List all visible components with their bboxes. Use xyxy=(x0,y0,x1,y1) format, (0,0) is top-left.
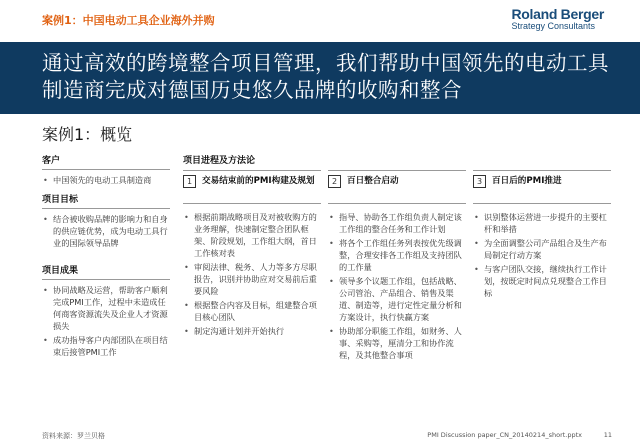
phase-2-title: 百日整合启动 xyxy=(347,176,399,186)
phase-2 xyxy=(328,170,466,363)
logo-sub-text: Strategy Consultants xyxy=(511,21,595,31)
phase-1-header xyxy=(183,170,321,204)
phase-3-header xyxy=(473,170,611,204)
phase-3-list xyxy=(473,211,611,299)
list-item: • 审阅法律、税务、人力等多方尽职报告，识别并协助应对交易前后重要风险 xyxy=(183,261,321,297)
logo-main-text: Roland Berger xyxy=(511,6,604,22)
goal-heading: 项目目标 xyxy=(42,192,170,209)
phase-3-number: 3 xyxy=(473,175,486,188)
phase-1 xyxy=(183,170,321,339)
goal-list xyxy=(42,213,170,249)
phase-2-header xyxy=(328,170,466,204)
phase-2-number: 2 xyxy=(328,175,341,188)
slide-subtitle: 案例1：概览 xyxy=(42,125,133,144)
list-item: • 与客户团队交接，继续执行工作计划，按既定时间点兑现整合工作目标 xyxy=(473,263,611,299)
list-item: • 根据整合内容及目标，组建整合项目核心团队 xyxy=(183,299,321,323)
phase-2-list xyxy=(328,211,466,361)
progress-heading: 项目进程及方法论 xyxy=(183,156,256,166)
footer xyxy=(0,426,640,443)
list-item: • 领导多个议题工作组，包括战略、公司管治、产品组合、销售及渠道、制造等，进行定性定量分析和方案设计，执行快赢方案 xyxy=(328,275,466,323)
client-item: • 中国领先的电动工具制造商 xyxy=(42,174,170,186)
phase-1-number: 1 xyxy=(183,175,196,188)
goal-item: • 结合被收购品牌的影响力和自身的供应链优势，成为电动工具行业的国际领导品牌 xyxy=(42,213,170,249)
list-item: • 指导、协助各工作组负责人制定该工作组的整合任务和工作计划 xyxy=(328,211,466,235)
phase-1-title: 交易结束前的PMI构建及规划 xyxy=(202,176,315,186)
result-heading: 项目成果 xyxy=(42,263,170,280)
phase-3 xyxy=(473,170,611,301)
list-item: • 根据前期战略项目及对被收购方的业务理解，快速制定整合团队框架、阶段规划，工作组大纲，首日工作核对表 xyxy=(183,211,321,259)
phase-1-list xyxy=(183,211,321,337)
list-item: • 识别整体运营进一步提升的主要杠杆和举措 xyxy=(473,211,611,235)
left-column xyxy=(42,153,170,360)
page-number: 11 xyxy=(603,431,612,439)
list-item: • 将各个工作组任务列表按优先级调整，合理安排各工作组及支持团队的工作量 xyxy=(328,237,466,273)
file-name: PMI Discussion paper_CN_20140214_short.pptx xyxy=(427,431,582,439)
top-bar xyxy=(0,0,640,40)
case-label: 案例1：中国电动工具企业海外并购 xyxy=(42,14,215,27)
result-item: • 成功指导客户内部团队在项目结束后接管PMI工作 xyxy=(42,334,170,358)
title-banner xyxy=(0,42,640,114)
result-list xyxy=(42,284,170,358)
list-item: • 制定沟通计划并开始执行 xyxy=(183,325,321,337)
client-heading: 客户 xyxy=(42,153,170,170)
source-note: 资料来源：罗兰贝格 xyxy=(42,432,105,440)
list-item: • 协助部分职能工作组，如财务、人事、采购等，厘清分工和协作流程，及其他整合事项 xyxy=(328,325,466,361)
list-item: • 为全面调整公司产品组合及生产布局制定行动方案 xyxy=(473,237,611,261)
client-list xyxy=(42,174,170,186)
slide-title: 通过高效的跨境整合项目管理，我们帮助中国领先的电动工具制造商完成对德国历史悠久品牌的收购和整合 xyxy=(42,51,609,102)
result-item: • 协同战略及运营，帮助客户顺利完成PMI工作，过程中未造成任何商客资源流失及企业人才资源损失 xyxy=(42,284,170,332)
roland-berger-logo xyxy=(511,6,604,31)
phase-3-title: 百日后的PMI推进 xyxy=(492,176,562,186)
